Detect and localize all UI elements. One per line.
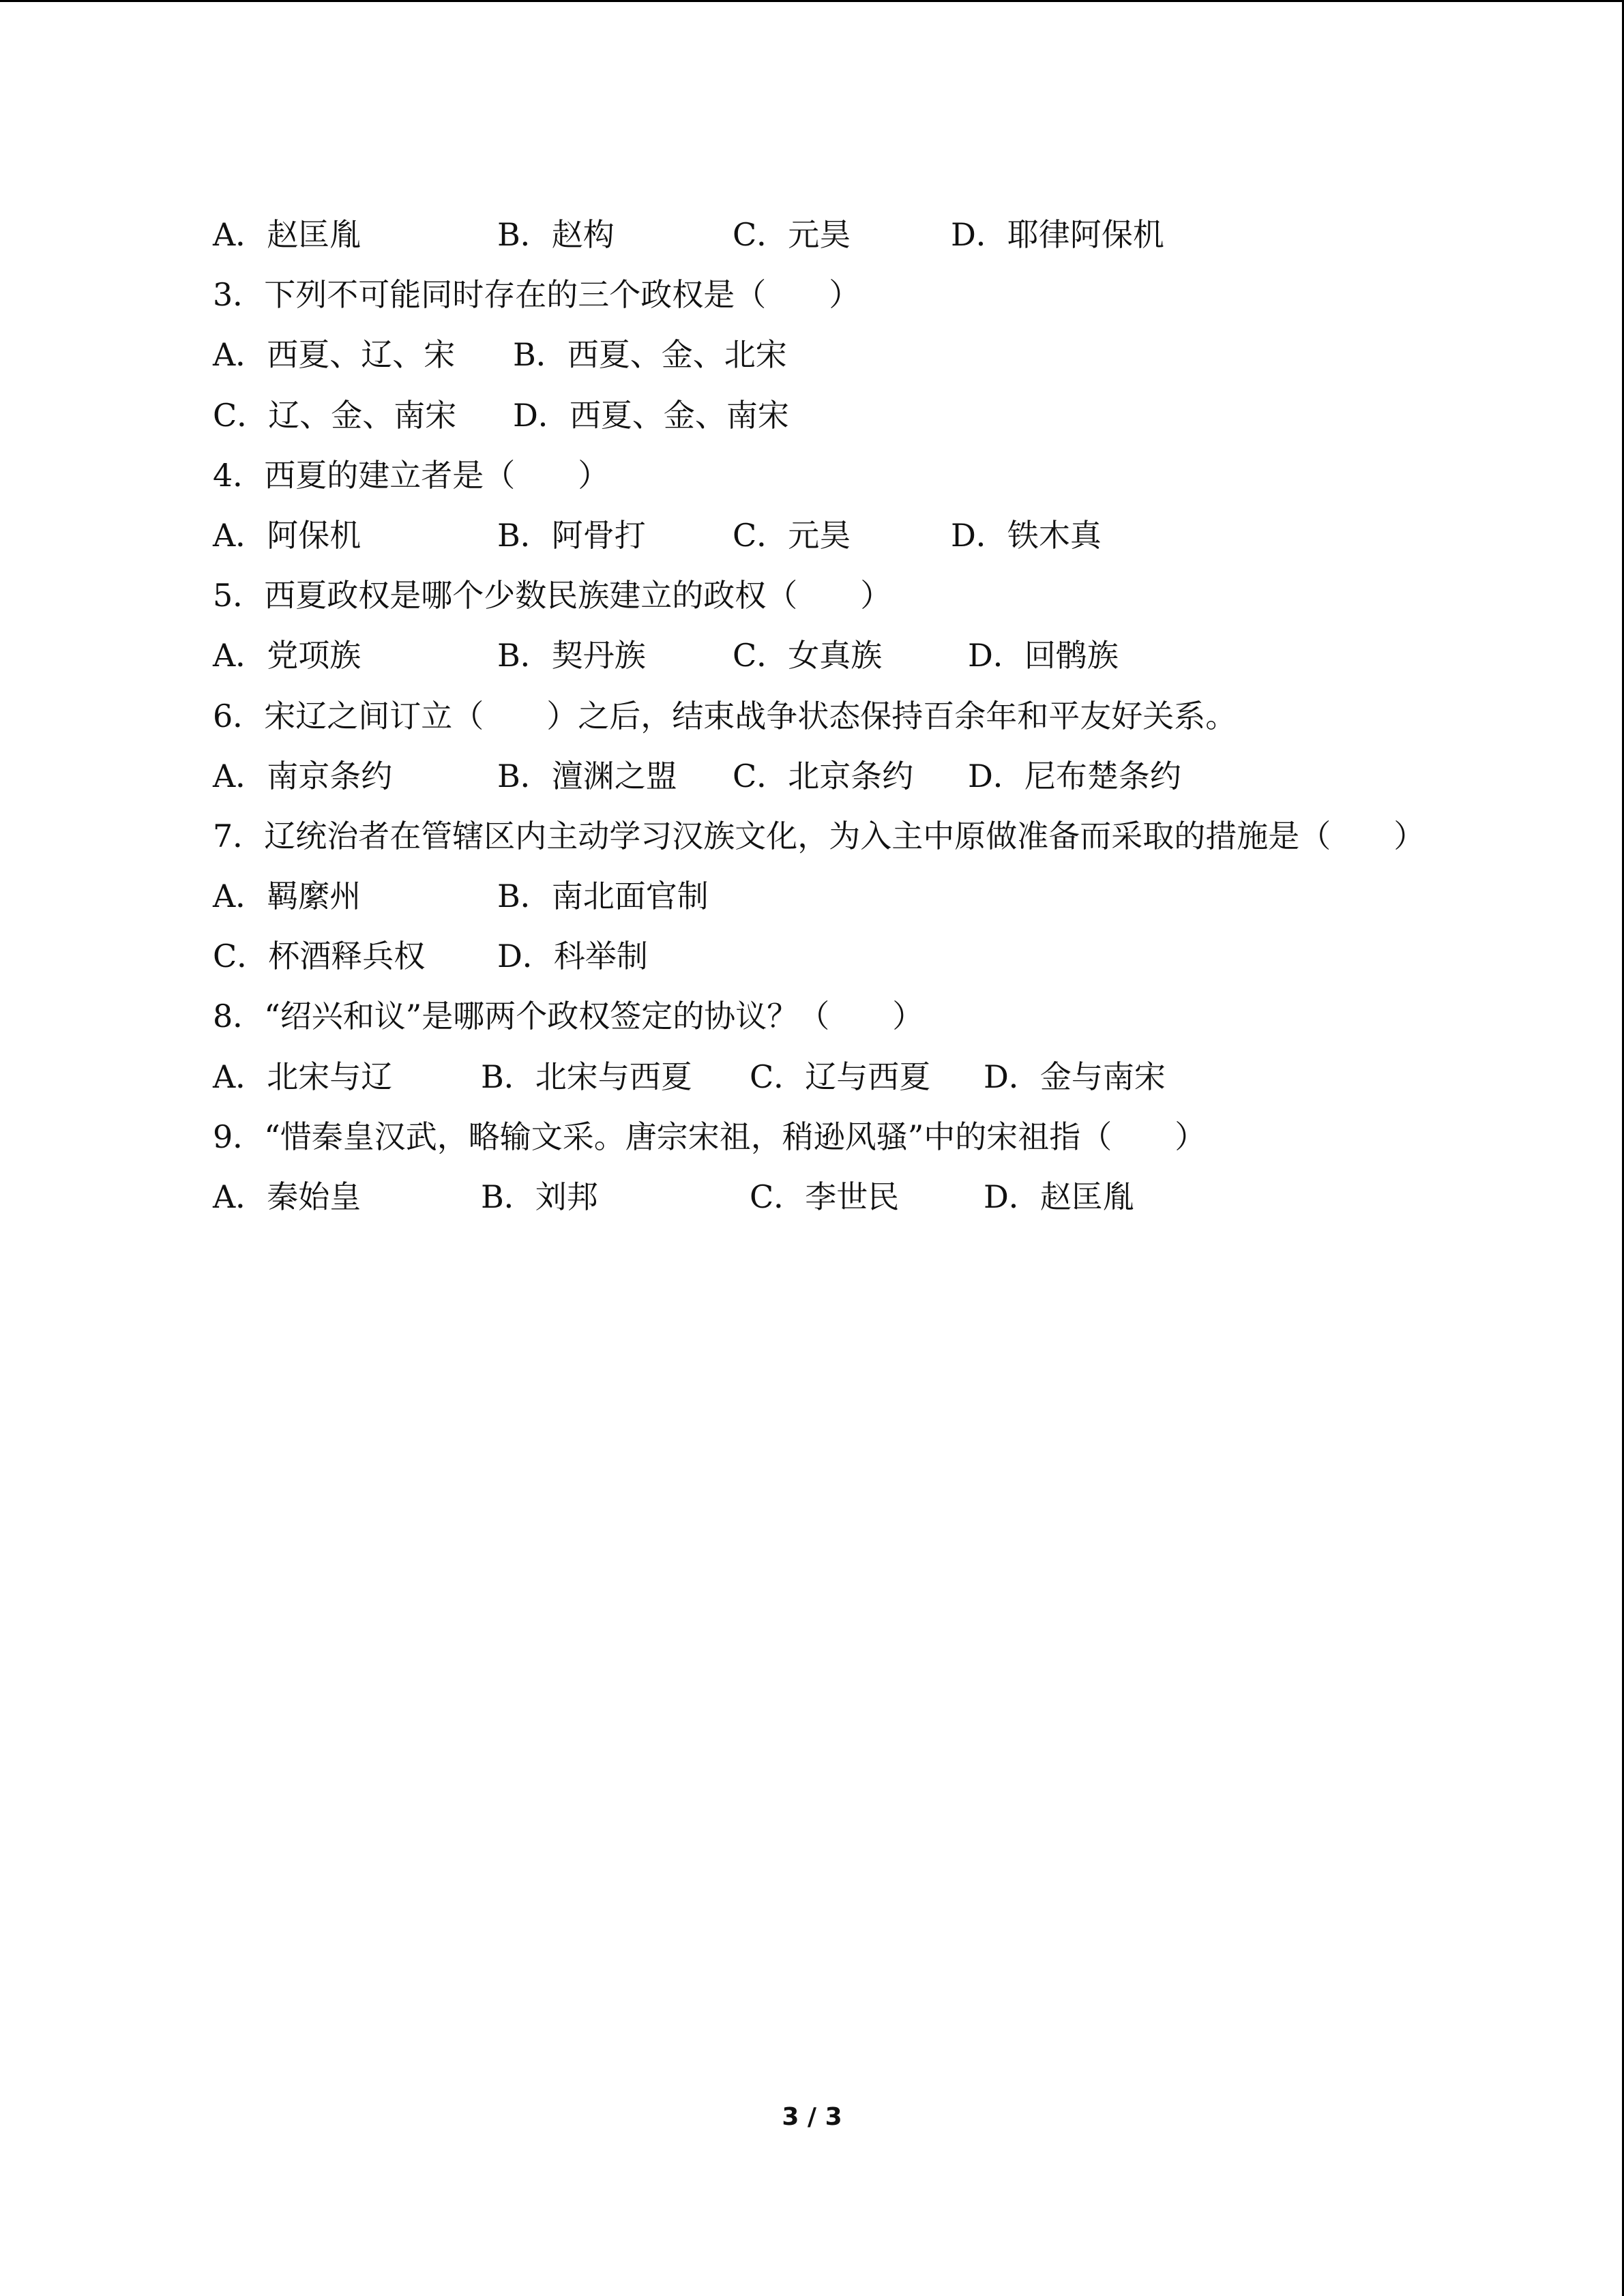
question-3: [213, 265, 1509, 325]
option-d: D．科举制: [497, 938, 648, 975]
question-4: [213, 445, 1509, 505]
question-list: [213, 205, 1509, 1227]
question-stem: 5．西夏政权是哪个少数民族建立的政权（ ）: [213, 577, 892, 614]
option-a: A．北宋与辽: [213, 1058, 393, 1095]
option-d: D．尼布楚条约: [968, 757, 1181, 794]
option-b: B．南北面官制: [497, 878, 709, 915]
options-row: [213, 1167, 1509, 1227]
option-c: C．李世民: [750, 1178, 900, 1215]
question-stem: 6．宋辽之间订立（ ）之后，结束战争状态保持百余年和平友好关系。: [213, 697, 1237, 734]
question-stem: 4．西夏的建立者是（ ）: [213, 456, 610, 494]
question-stem: 7．辽统治者在管辖区内主动学习汉族文化，为入主中原做准备而采取的措施是（ ）: [213, 817, 1426, 854]
option-a: A．羁縻州: [213, 878, 361, 915]
option-c: C．杯酒释兵权: [213, 938, 426, 975]
option-d: D．回鹘族: [968, 637, 1119, 674]
option-d: D．金与南宋: [984, 1058, 1166, 1095]
option-d: D．赵匡胤: [984, 1178, 1134, 1215]
question-stem: 3．下列不可能同时存在的三个政权是（ ）: [213, 276, 861, 314]
option-a: A．阿保机: [213, 516, 361, 554]
option-b: B．赵构: [497, 216, 615, 253]
page-number: 3 / 3: [782, 2103, 842, 2131]
options-row: [213, 325, 1509, 385]
question-7: [213, 806, 1509, 866]
option-b: B．契丹族: [497, 637, 646, 674]
options-row: [213, 505, 1509, 565]
option-b: B．西夏、金、北宋: [513, 336, 787, 374]
option-c: C．辽、金、南宋: [213, 396, 457, 434]
top-border-rule: [0, 0, 1624, 2]
options-row: [213, 746, 1509, 806]
question-5: [213, 565, 1509, 625]
option-a: A．党项族: [213, 637, 361, 674]
option-b: B．阿骨打: [497, 516, 646, 554]
options-row: [213, 205, 1509, 265]
options-row: [213, 1047, 1509, 1107]
question-9: [213, 1107, 1509, 1167]
options-row: [213, 866, 1509, 926]
options-row: [213, 385, 1509, 445]
option-a: A．秦始皇: [213, 1178, 361, 1215]
option-c: C．北京条约: [733, 757, 914, 794]
option-d: D．西夏、金、南宋: [513, 396, 789, 434]
question-stem: 9．“惜秦皇汉武，略输文采。唐宗宋祖，稍逊风骚”中的宋祖指（ ）: [213, 1118, 1207, 1155]
option-a: A．西夏、辽、宋: [213, 336, 456, 374]
option-c: C．辽与西夏: [750, 1058, 931, 1095]
option-b: B．刘邦: [481, 1178, 598, 1215]
option-d: D．铁木真: [951, 516, 1102, 554]
option-a: A．赵匡胤: [213, 216, 361, 253]
option-a: A．南京条约: [213, 757, 393, 794]
option-b: B．澶渊之盟: [497, 757, 677, 794]
option-c: C．元昊: [733, 516, 851, 554]
question-6: [213, 686, 1509, 746]
option-c: C．元昊: [733, 216, 851, 253]
question-8: [213, 986, 1509, 1046]
question-stem: 8．“绍兴和议”是哪两个政权签定的协议？（ ）: [213, 998, 924, 1035]
option-b: B．北宋与西夏: [481, 1058, 692, 1095]
option-c: C．女真族: [733, 637, 883, 674]
options-row: [213, 625, 1509, 685]
options-row: [213, 926, 1509, 986]
option-d: D．耶律阿保机: [951, 216, 1164, 253]
